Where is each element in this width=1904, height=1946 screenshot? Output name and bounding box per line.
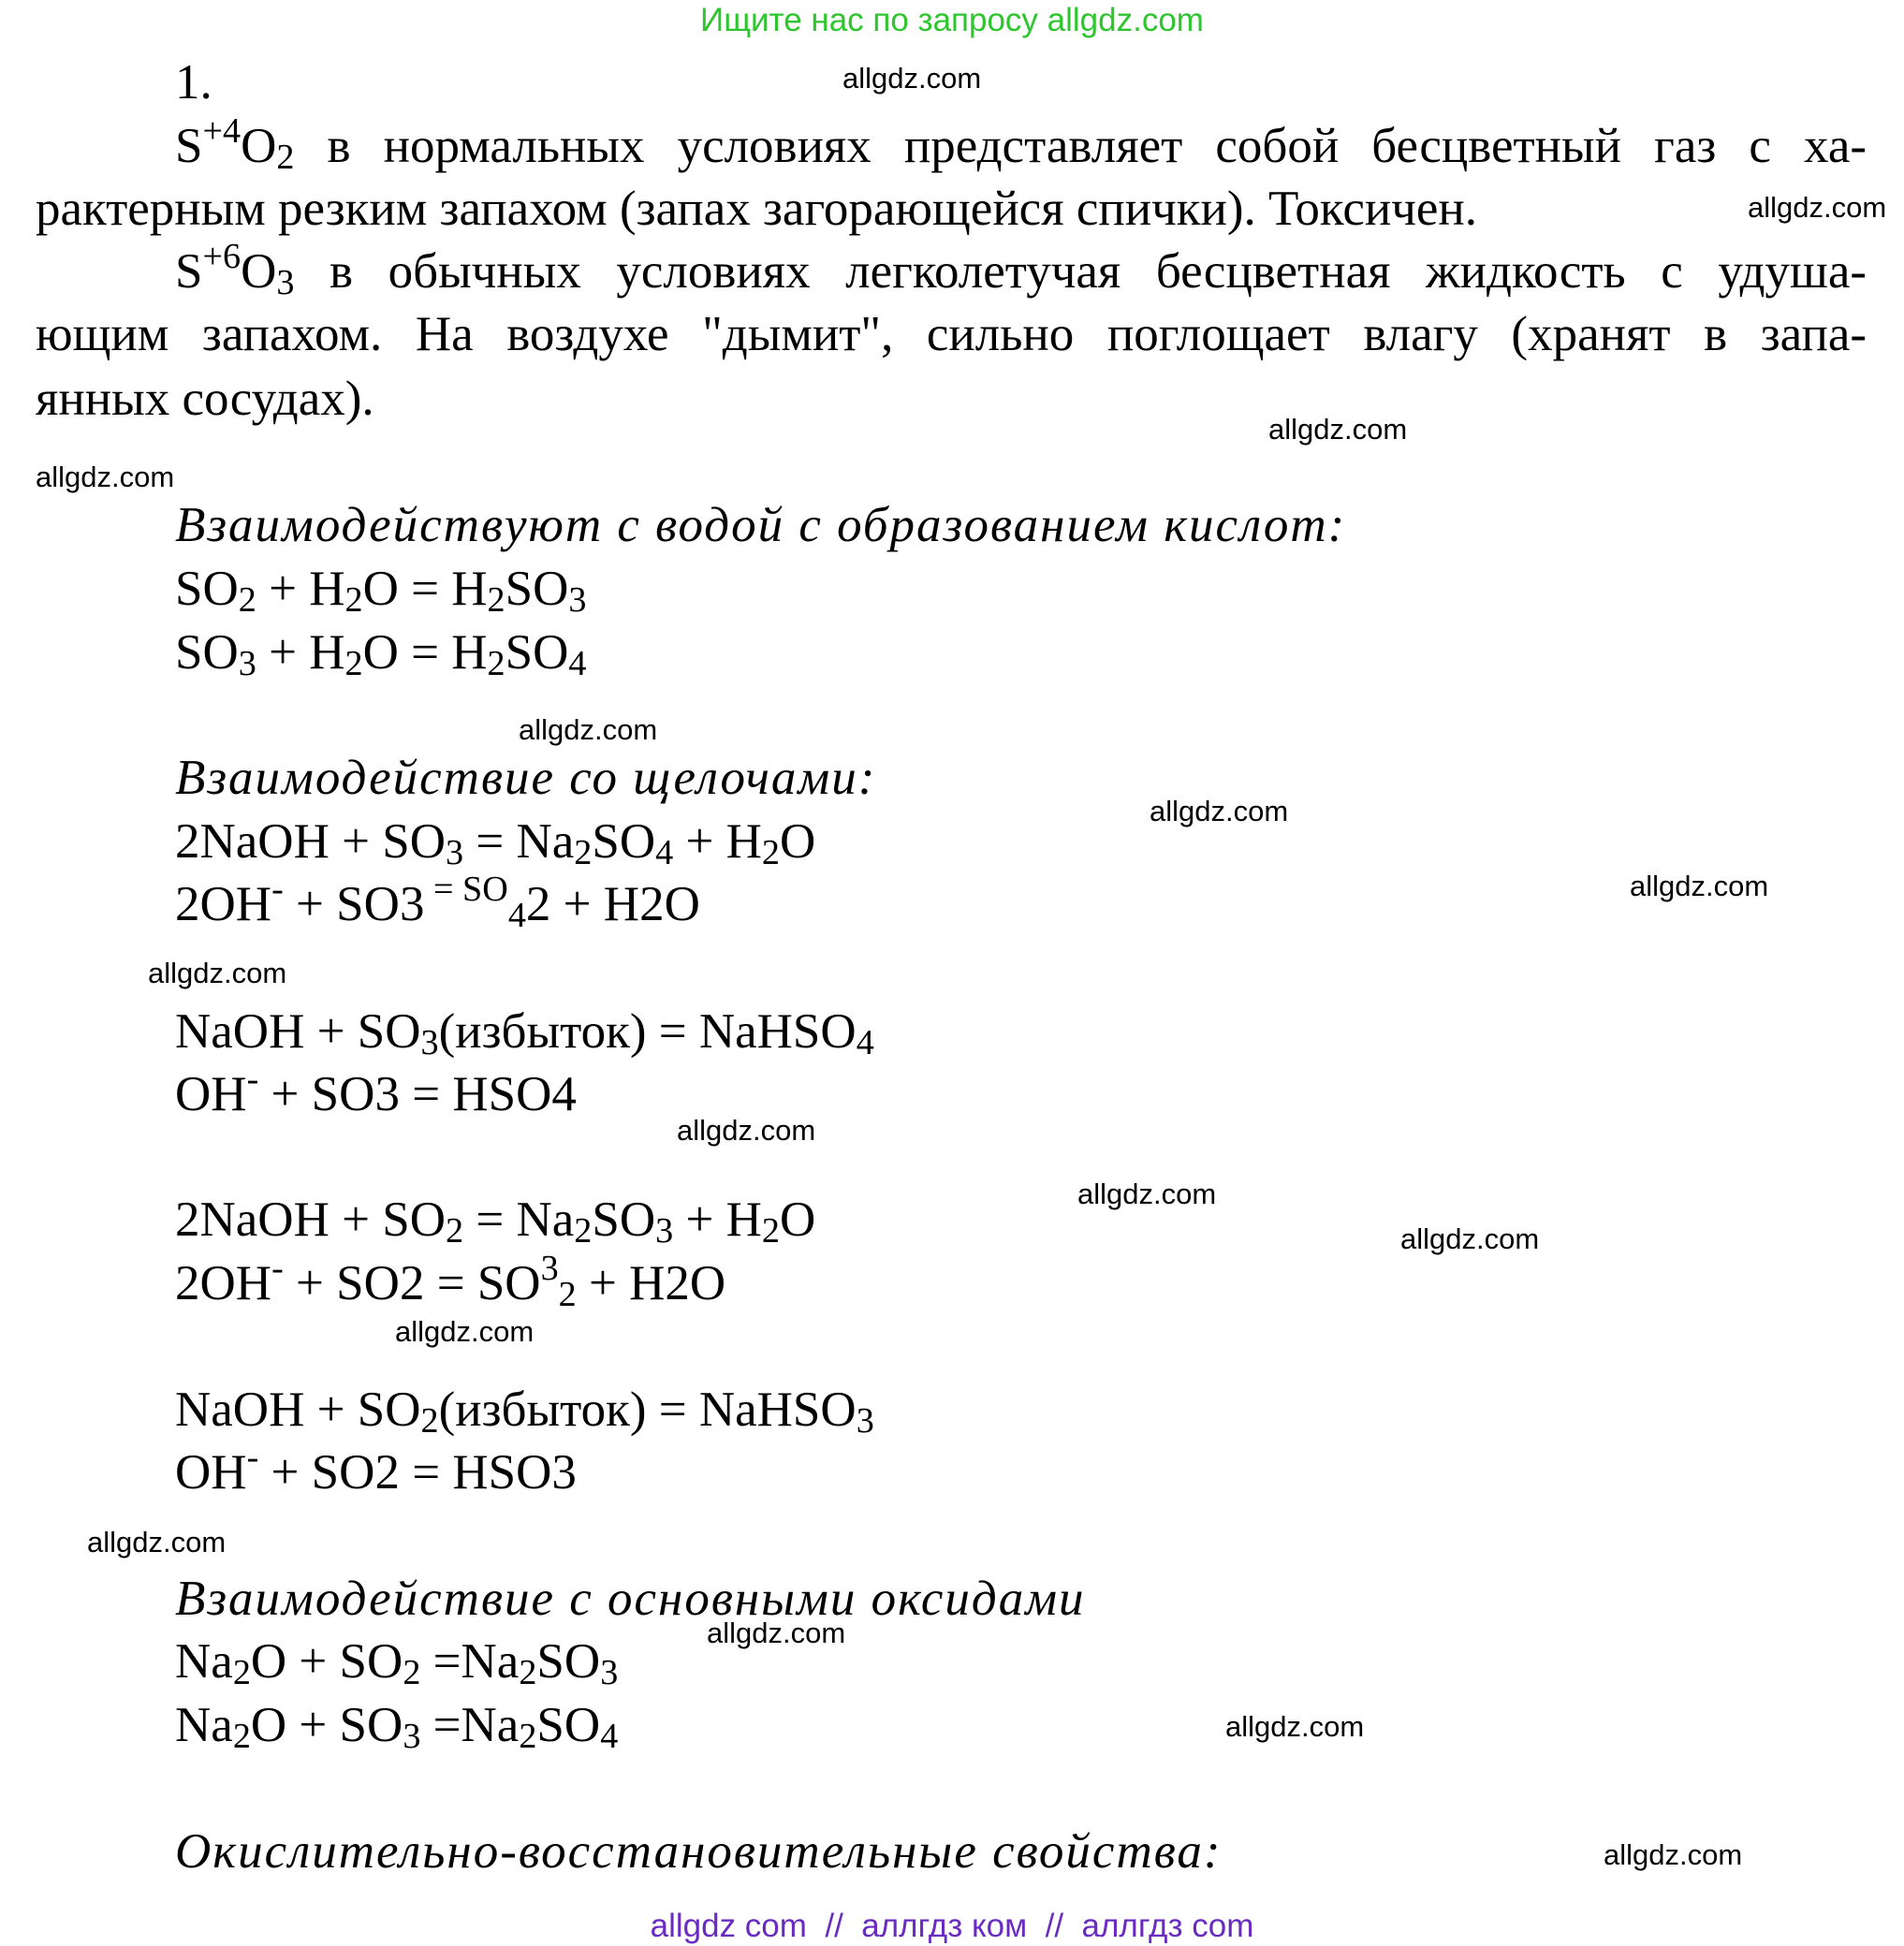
watermark: allgdz.com (1604, 1838, 1743, 1871)
watermark: allgdz.com (1630, 870, 1769, 902)
watermark: allgdz.com (1150, 795, 1289, 827)
alkali-equation-4: OH- + SO3 = HSO4 (175, 1060, 577, 1121)
so2-formula: $S^{+4}O_2$ (175, 111, 295, 177)
oxides-equation-2: $Na_2O + SO_3 =Na_2SO_4$ (175, 1698, 619, 1756)
so3-formula: $S^{+6}O_3$ (175, 237, 295, 302)
alkali-heading: Взаимодействие со щелочами: (175, 751, 877, 805)
watermark: allgdz.com (1077, 1178, 1217, 1210)
alkali-equation-8: OH- + SO2 = HSO3 (175, 1438, 577, 1500)
water-equation-2: $SO_3 + H_2O = H_2SO_4$ (175, 625, 587, 683)
watermark: allgdz.com (148, 957, 287, 989)
watermark: allgdz.com (677, 1114, 816, 1147)
so3-paragraph-line-2: ющим запахом. На воздухе "дымит", сильно поглощает влагу (хранят в запа- (36, 307, 1867, 361)
redox-heading: Окислительно-восстановительные свойства: (175, 1824, 1223, 1879)
oxides-equation-1: $Na_2O + SO_2 =Na_2SO_3$ (175, 1634, 619, 1692)
so2-paragraph-line-2: рактерным резким запахом (запах загорающейся спички). Токсичен. (36, 182, 1478, 236)
water-heading: Взаимодействуют с водой с образованием кислот: (175, 498, 1347, 552)
top-banner: Ищите нас по запросу allgdz.com (700, 2, 1204, 38)
watermark: allgdz.com (707, 1617, 846, 1649)
oxides-heading: Взаимодействие с основными оксидами (175, 1572, 1086, 1626)
so3-paragraph-line-1: $S^{+6}O_3$ в обычных условиях легколетучая бесцветная жидкость с удуша- (175, 237, 1867, 302)
alkali-equation-6: $2OH^- + SO2 = SO^3_2 + H2O$ (175, 1249, 726, 1314)
alkali-equation-1: 2NaOH + $SO_3 = Na_2SO_4 + H_2O$ (175, 814, 816, 872)
watermark: allgdz.com (87, 1526, 227, 1558)
watermark: allgdz.com (1748, 191, 1887, 224)
watermark: allgdz.com (1225, 1710, 1365, 1743)
watermark: allgdz.com (395, 1315, 535, 1348)
watermark: allgdz.com (1400, 1222, 1540, 1255)
alkali-equation-2: 2OH- + SO3 $^{= SO}_4$2 + H2O (175, 870, 700, 935)
watermark: allgdz.com (36, 461, 175, 493)
watermark: allgdz.com (519, 713, 658, 746)
alkali-equation-3: NaOH + $SO_3(избыток)$ = NaHSO$_4$ (175, 1004, 874, 1062)
so2-paragraph-line-1: $S^{+4}O_2$ в нормальных условиях представляет собой бесцветный газ с ха- (175, 111, 1867, 177)
watermark: allgdz.com (842, 62, 982, 95)
so3-paragraph-line-3: янных сосудах). (36, 372, 374, 426)
water-equation-1: $SO_2 + H_2O = H_2SO_3$ (175, 562, 587, 620)
footer-links: allgdz com // аллгдз ком // аллгдз com (650, 1908, 1254, 1944)
watermark: allgdz.com (1268, 413, 1408, 446)
task-number: 1. (175, 55, 212, 110)
alkali-equation-7: NaOH + $SO_2(избыток)$ = NaHSO$_3$ (175, 1383, 874, 1441)
alkali-equation-5: 2NaOH + $SO_2 = Na_2SO_3 + H_2O$ (175, 1192, 816, 1251)
